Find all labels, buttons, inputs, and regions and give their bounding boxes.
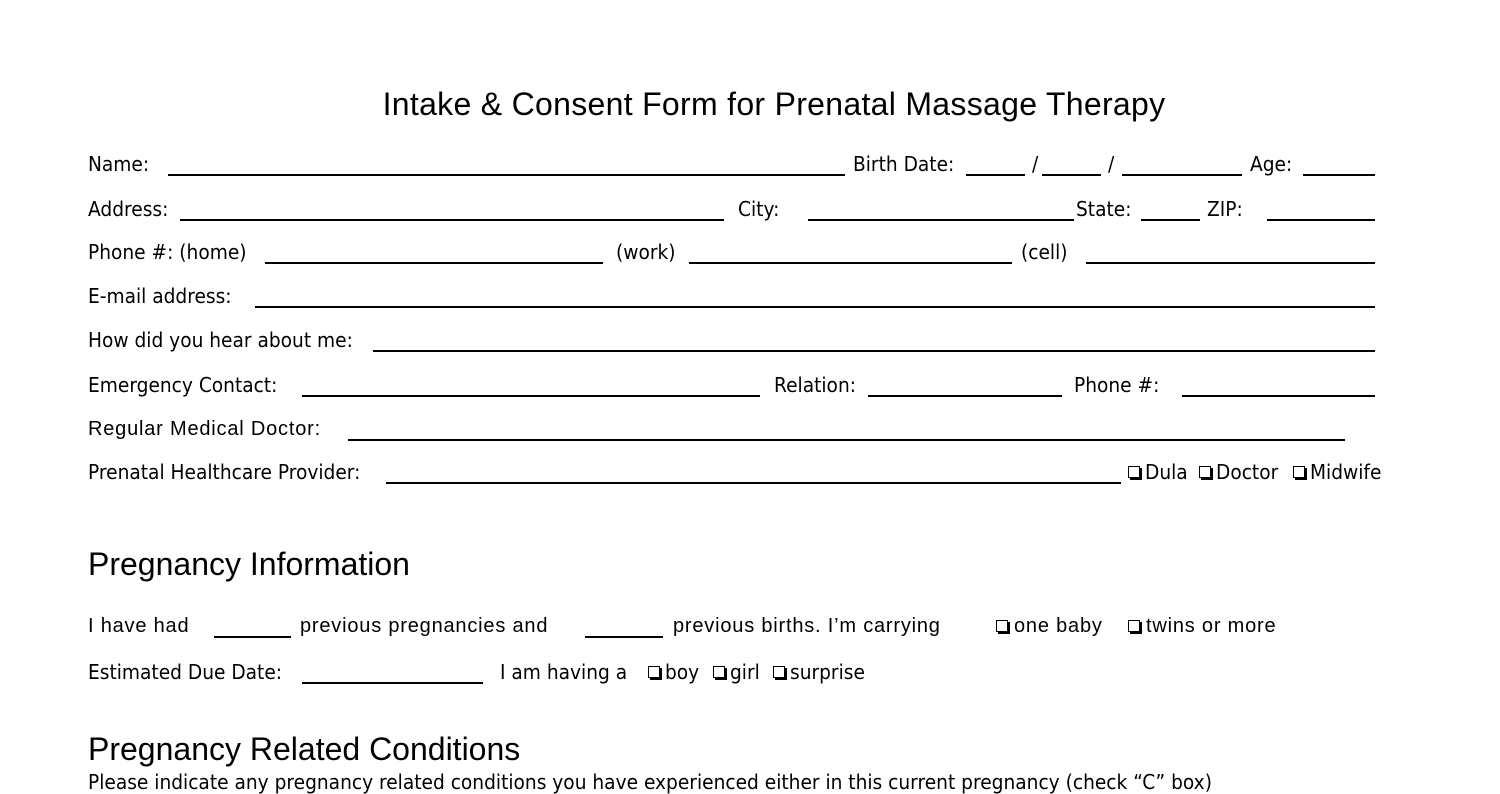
option-surprise: surprise xyxy=(790,660,865,684)
row-pregnancies xyxy=(0,612,1500,642)
phone-cell-field[interactable] xyxy=(1086,262,1375,264)
email-field[interactable] xyxy=(255,306,1375,308)
pregnancy-heading: Pregnancy Information xyxy=(88,546,410,582)
row-name xyxy=(0,150,1500,180)
checkbox-boy[interactable] xyxy=(648,666,660,678)
due-date-field[interactable] xyxy=(302,682,483,684)
birth-date-label: Birth Date: xyxy=(853,152,955,176)
emergency-phone-label: Phone #: xyxy=(1074,373,1160,397)
prev-pregnancies-label: previous pregnancies and xyxy=(300,615,549,637)
row-address xyxy=(0,195,1500,225)
city-field[interactable] xyxy=(808,219,1074,221)
checkbox-midwife[interactable] xyxy=(1293,466,1305,478)
option-girl: girl xyxy=(730,660,760,684)
age-field[interactable] xyxy=(1303,174,1375,176)
phone-home-field[interactable] xyxy=(265,262,603,264)
slash: / xyxy=(1032,152,1039,176)
birth-day-field[interactable] xyxy=(1042,174,1101,176)
prev-births-label: previous births. I’m carrying xyxy=(673,615,941,637)
had-label: I have had xyxy=(88,615,190,637)
doctor-field[interactable] xyxy=(348,439,1345,441)
checkbox-dula[interactable] xyxy=(1128,466,1140,478)
phone-home-label: Phone #: (home) xyxy=(88,240,247,264)
state-field[interactable] xyxy=(1141,219,1200,221)
emergency-phone-field[interactable] xyxy=(1182,395,1375,397)
row-emergency xyxy=(0,371,1500,401)
doctor-label: Regular Medical Doctor: xyxy=(88,418,321,440)
row-provider xyxy=(0,458,1500,488)
address-label: Address: xyxy=(88,197,169,221)
row-due-date xyxy=(0,658,1500,688)
city-label: City: xyxy=(738,197,780,221)
provider-field[interactable] xyxy=(386,482,1121,484)
email-label: E-mail address: xyxy=(88,284,232,308)
name-label: Name: xyxy=(88,152,150,176)
referral-label: How did you hear about me: xyxy=(88,328,353,352)
having-label: I am having a xyxy=(500,660,628,684)
due-date-label: Estimated Due Date: xyxy=(88,660,283,684)
option-twins: twins or more xyxy=(1146,615,1277,637)
address-field[interactable] xyxy=(180,219,724,221)
relation-field[interactable] xyxy=(868,395,1062,397)
zip-label: ZIP: xyxy=(1207,197,1243,221)
option-doctor: Doctor xyxy=(1216,460,1279,484)
emergency-contact-field[interactable] xyxy=(302,395,760,397)
emergency-contact-label: Emergency Contact: xyxy=(88,373,278,397)
checkbox-girl[interactable] xyxy=(713,666,725,678)
option-dula: Dula xyxy=(1145,460,1188,484)
row-phone xyxy=(0,238,1500,268)
previous-births-field[interactable] xyxy=(585,636,663,638)
referral-field[interactable] xyxy=(373,350,1375,352)
option-boy: boy xyxy=(665,660,700,684)
state-label: State: xyxy=(1076,197,1132,221)
checkbox-surprise[interactable] xyxy=(773,666,785,678)
slash: / xyxy=(1108,152,1115,176)
option-midwife: Midwife xyxy=(1310,460,1382,484)
row-email xyxy=(0,282,1500,312)
name-field[interactable] xyxy=(168,174,845,176)
zip-field[interactable] xyxy=(1267,219,1375,221)
conditions-heading: Pregnancy Related Conditions xyxy=(88,731,521,767)
conditions-instructions: Please indicate any pregnancy related conditions you have experienced either in this current pregnancy (check “C” box) xyxy=(88,770,1212,794)
phone-work-label: (work) xyxy=(616,240,676,264)
birth-year-field[interactable] xyxy=(1122,174,1242,176)
provider-label: Prenatal Healthcare Provider: xyxy=(88,460,361,484)
age-label: Age: xyxy=(1250,152,1293,176)
row-referral xyxy=(0,326,1500,356)
checkbox-doctor[interactable] xyxy=(1199,466,1211,478)
relation-label: Relation: xyxy=(774,373,856,397)
checkbox-one-baby[interactable] xyxy=(996,620,1008,632)
birth-month-field[interactable] xyxy=(966,174,1025,176)
checkbox-twins[interactable] xyxy=(1128,620,1140,632)
phone-cell-label: (cell) xyxy=(1021,240,1068,264)
option-one-baby: one baby xyxy=(1014,615,1103,637)
row-doctor xyxy=(0,415,1500,445)
phone-work-field[interactable] xyxy=(689,262,1012,264)
form-title: Intake & Consent Form for Prenatal Massage Therapy xyxy=(382,86,1166,122)
previous-pregnancies-field[interactable] xyxy=(214,636,291,638)
